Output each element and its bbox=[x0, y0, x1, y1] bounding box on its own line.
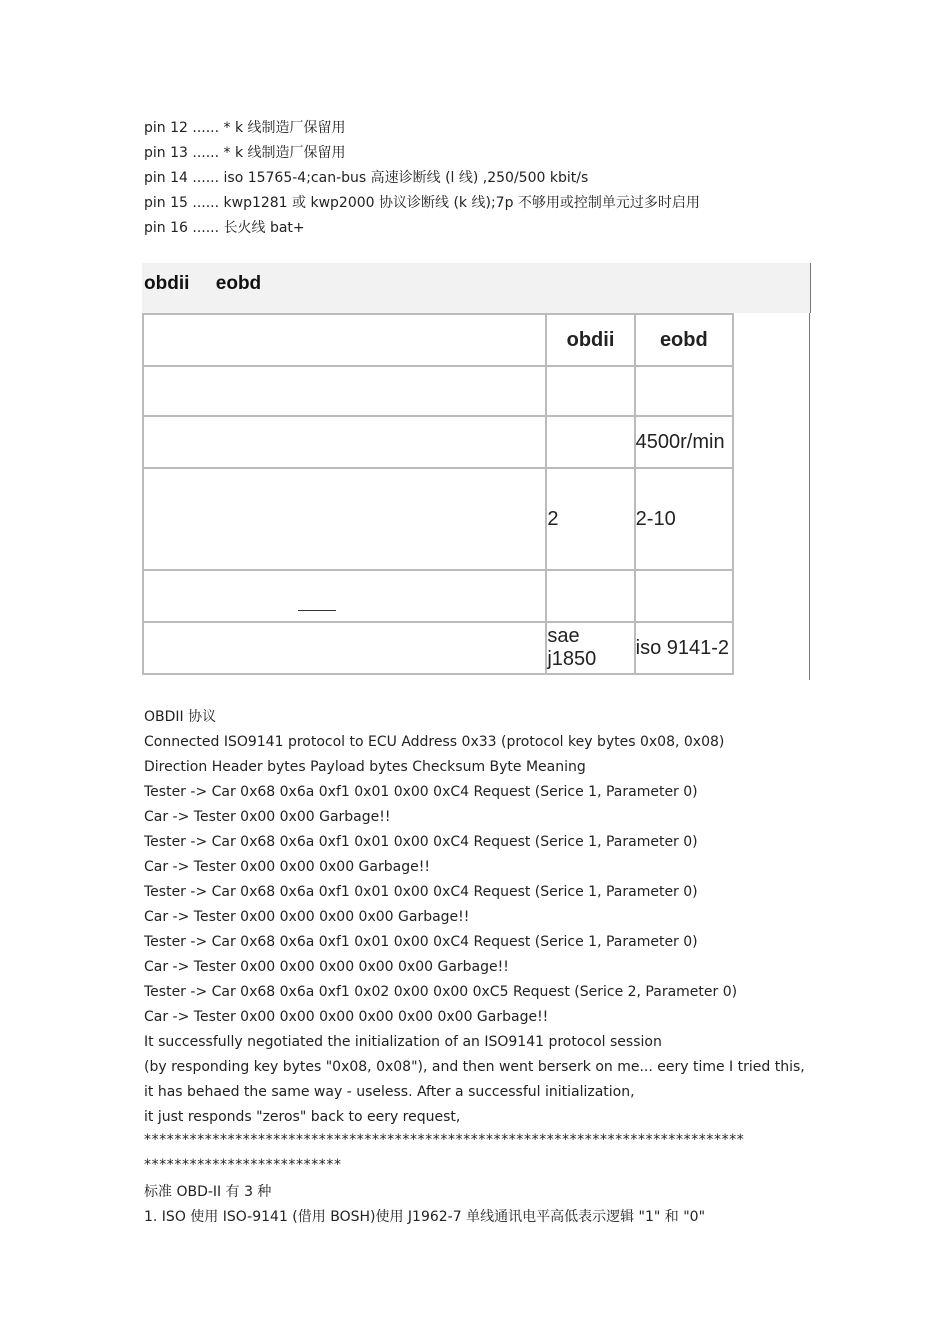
pin-line: pin 14 ...... iso 15765-4;can-bus 高速诊断线 (l 线) ,250/500 kbit/s bbox=[144, 170, 589, 186]
table-row bbox=[143, 622, 733, 674]
dash-line bbox=[298, 610, 336, 611]
text-line: Tester -> Car 0x68 0x6a 0xf1 0x01 0x00 0xC4 Request (Serice 1, Parameter 0) bbox=[144, 934, 698, 950]
table-cell: 4500r/min bbox=[635, 416, 733, 468]
table-cell: 2-10 bbox=[635, 468, 733, 570]
text-line: Car -> Tester 0x00 0x00 0x00 Garbage!! bbox=[144, 859, 430, 875]
table-cell bbox=[143, 366, 546, 416]
section-border bbox=[809, 313, 810, 680]
table-header-cell bbox=[143, 314, 546, 366]
table-cell bbox=[635, 570, 733, 622]
text-line: Car -> Tester 0x00 0x00 0x00 0x00 0x00 Garbage!! bbox=[144, 959, 509, 975]
table-header-cell: obdii bbox=[546, 314, 634, 366]
table-cell bbox=[546, 366, 634, 416]
table-cell: sae j1850 bbox=[546, 622, 634, 674]
section-title: obdii eobd bbox=[144, 273, 262, 294]
table-cell bbox=[546, 570, 634, 622]
text-line: it just responds "zeros" back to eery request, bbox=[144, 1109, 461, 1125]
table-header-row bbox=[143, 314, 733, 366]
table-row bbox=[143, 468, 733, 570]
text-line: Connected ISO9141 protocol to ECU Address 0x33 (protocol key bytes 0x08, 0x08) bbox=[144, 734, 725, 750]
text-line: Car -> Tester 0x00 0x00 0x00 0x00 0x00 0x00 Garbage!! bbox=[144, 1009, 549, 1025]
text-line: 1. ISO 使用 ISO-9141 (借用 BOSH)使用 J1962-7 单线通讯电平高低表示逻辑 "1" 和 "0" bbox=[144, 1209, 706, 1225]
text-line: Car -> Tester 0x00 0x00 Garbage!! bbox=[144, 809, 391, 825]
comparison-table bbox=[142, 313, 734, 675]
text-line: it has behaed the same way - useless. After a successful initialization, bbox=[144, 1084, 635, 1100]
table-cell: 2 bbox=[546, 468, 634, 570]
text-line: 标准 OBD-II 有 3 种 bbox=[144, 1184, 272, 1200]
pin-line: pin 13 ...... * k 线制造厂保留用 bbox=[144, 145, 346, 161]
pin-line: pin 12 ...... * k 线制造厂保留用 bbox=[144, 120, 346, 136]
table-cell bbox=[143, 622, 546, 674]
text-line: Tester -> Car 0x68 0x6a 0xf1 0x01 0x00 0xC4 Request (Serice 1, Parameter 0) bbox=[144, 884, 698, 900]
section-header bbox=[142, 263, 811, 313]
table-row bbox=[143, 366, 733, 416]
text-line: Tester -> Car 0x68 0x6a 0xf1 0x01 0x00 0xC4 Request (Serice 1, Parameter 0) bbox=[144, 784, 698, 800]
table-cell bbox=[635, 366, 733, 416]
table-row bbox=[143, 416, 733, 468]
text-line: Tester -> Car 0x68 0x6a 0xf1 0x02 0x00 0x00 0xC5 Request (Serice 2, Parameter 0) bbox=[144, 984, 738, 1000]
table-cell bbox=[143, 416, 546, 468]
table-cell bbox=[143, 468, 546, 570]
table-row bbox=[143, 570, 733, 622]
asterisk-divider: ******************************************************************************* bbox=[144, 1132, 745, 1148]
table-cell-with-dash bbox=[143, 570, 546, 622]
text-line: Tester -> Car 0x68 0x6a 0xf1 0x01 0x00 0xC4 Request (Serice 1, Parameter 0) bbox=[144, 834, 698, 850]
pin-line: pin 16 ...... 长火线 bat+ bbox=[144, 220, 305, 236]
text-line: Direction Header bytes Payload bytes Checksum Byte Meaning bbox=[144, 759, 586, 775]
table-cell: iso 9141-2 bbox=[635, 622, 733, 674]
pin-line: pin 15 ...... kwp1281 或 kwp2000 协议诊断线 (k 线);7p 不够用或控制单元过多时启用 bbox=[144, 195, 700, 211]
text-line: It successfully negotiated the initialization of an ISO9141 protocol session bbox=[144, 1034, 662, 1050]
table-cell bbox=[546, 416, 634, 468]
text-line: Car -> Tester 0x00 0x00 0x00 0x00 Garbage!! bbox=[144, 909, 470, 925]
asterisk-divider: ************************** bbox=[144, 1157, 342, 1173]
text-line: (by responding key bytes "0x08, 0x08"), and then went berserk on me... eery time I tried this, bbox=[144, 1059, 805, 1075]
text-line: OBDII 协议 bbox=[144, 709, 217, 725]
table-header-cell: eobd bbox=[635, 314, 733, 366]
